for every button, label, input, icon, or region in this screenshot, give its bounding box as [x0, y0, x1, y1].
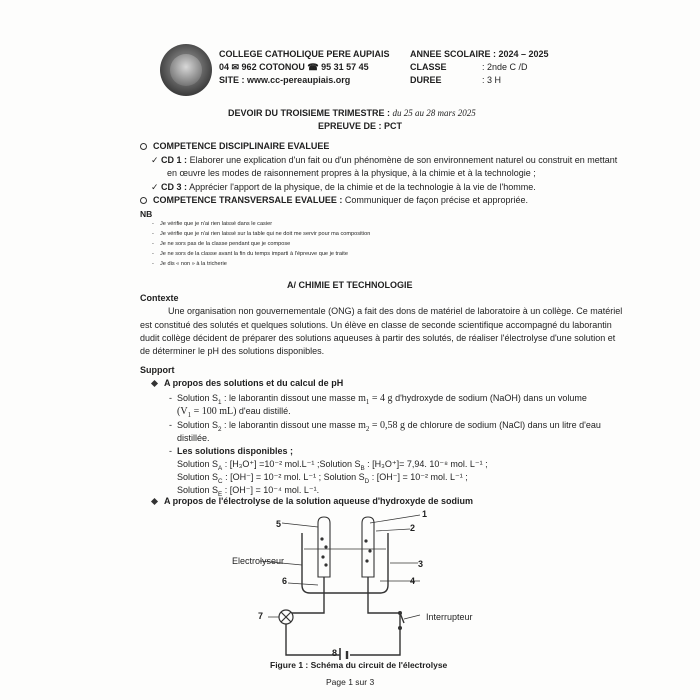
nb-item: - Je vérifie que je n'ai rien laissé dans le casier	[152, 221, 273, 227]
solution-s2-line: - Solution $S_2$ : le laborantin dissout une masse $m_2 = 0,58$ g de chlorure de sodium (NaCl) dans un litre d'eau	[169, 420, 601, 433]
label-7: 7	[258, 611, 264, 621]
contexte-line: dudit collège décident de préparer des solutions aqueuses à partir des solutés, de réaliser l'électrolyse d'une solution et	[140, 333, 616, 343]
school-logo	[160, 44, 212, 96]
nb-item: - Je vérifie que je n'ai rien laissé sur la table qui ne doit me servir pour ma composition	[152, 231, 371, 237]
duration-label: DUREE	[410, 75, 442, 85]
support-heading-solutions: A propos des solutions et du calcul de pH	[152, 378, 343, 388]
contexte-line: Une organisation non gouvernementale (ONG) a fait des dons de matériel de laboratoire à un collège. Ce matériel	[168, 306, 623, 316]
label-2: 2	[410, 523, 416, 533]
support-label: Support	[140, 365, 175, 375]
cd1-line-2: en œuvre les modes de raisonnement propres à la physique, à la chimie et à la technologie ;	[167, 168, 536, 178]
competence-transversale: COMPETENCE TRANSVERSALE EVALUEE : Communiquer de façon précise et appropriée.	[140, 195, 528, 205]
label-4: 4	[410, 576, 416, 586]
electrolysis-diagram	[220, 505, 450, 660]
contexte-label: Contexte	[140, 293, 179, 303]
label-8: 8	[332, 648, 338, 658]
class-value: : 2nde C /D	[482, 62, 528, 72]
devoir-title: DEVOIR DU TROISIEME TRIMESTRE : du 25 au 28 mars 2025	[228, 108, 476, 118]
solutions-line-3: Solution $S_E$ : [OH⁻] = 10⁻⁴ mol. L⁻¹.	[177, 485, 320, 498]
label-electrolyseur: Electrolyseur	[232, 556, 285, 566]
nb-label: NB	[140, 209, 153, 219]
solution-s1-line: - Solution $S_1$ : le laborantin dissout une masse $m_1 = 4$ g d'hydroxyde de sodium (NaOH) dans un volume	[169, 393, 587, 406]
solutions-disponibles: - Les solutions disponibles ;	[169, 446, 294, 456]
contexte-line: de déterminer le pH des solutions disponibles.	[140, 346, 325, 356]
solutions-line-1: Solution $S_A$ : [H₃O⁺] =10⁻² mol.L⁻¹ ;Solution $S_B$ : [H₃O⁺]= 7,94. 10⁻⁸ mol. L⁻¹ ;	[177, 459, 488, 472]
label-interrupteur: Interrupteur	[426, 612, 473, 622]
solution-s1-line-2: ($V_1 = 100$ mL) d'eau distillé.	[177, 406, 291, 419]
label-3: 3	[418, 559, 424, 569]
label-1: 1	[422, 509, 428, 519]
competence-disciplinaire-title: COMPETENCE DISCIPLINAIRE EVALUEE	[140, 141, 329, 151]
school-contact: 04 ✉ 962 COTONOU ☎ 95 31 57 45	[219, 62, 369, 72]
school-site: SITE : www.cc-pereaupiais.org	[219, 75, 351, 85]
label-6: 6	[282, 576, 288, 586]
label-5: 5	[276, 519, 282, 529]
duration-value: : 3 H	[482, 75, 502, 85]
cd3-line: ✓ CD 3 : Apprécier l'apport de la physique, de la chimie et de la technologie à la vie de l'homme.	[151, 182, 536, 192]
page-number: Page 1 sur 3	[326, 677, 375, 687]
school-year: ANNEE SCOLAIRE : 2024 – 2025	[410, 49, 549, 59]
contexte-line: est constitué des solutés et quelques solutions. Un élève en classe de seconde scientifique accompagné du laborantin	[140, 320, 612, 330]
nb-item: - Je ne sors de la classe avant la fin du temps imparti à l'épreuve que je traite	[152, 251, 348, 257]
nb-item: - Je ne sors pas de la classe pendant que je compose	[152, 241, 291, 247]
solutions-line-2: Solution $S_C$ : [OH⁻] = 10⁻² mol. L⁻¹ ; Solution $S_D$ : [OH⁻] = 10⁻² mol. L⁻¹ ;	[177, 472, 468, 485]
support-heading-electrolyse: A propos de l'électrolyse de la solution aqueuse d'hydroxyde de sodium	[152, 496, 473, 506]
nb-item: - Je dis « non » à la tricherie	[152, 261, 227, 267]
solution-s2-line-2: distillée.	[177, 433, 210, 443]
cd1-line: ✓ CD 1 : Elaborer une explication d'un fait ou d'un phénomène de son environnement naturel ou construit en mettant	[151, 155, 618, 165]
school-name: COLLEGE CATHOLIQUE PERE AUPIAIS	[219, 49, 390, 59]
epreuve-title: EPREUVE DE : PCT	[318, 121, 403, 131]
section-a-title: A/ CHIMIE ET TECHNOLOGIE	[287, 280, 413, 290]
class-label: CLASSE	[410, 62, 447, 72]
figure-caption: Figure 1 : Schéma du circuit de l'électrolyse	[270, 660, 448, 670]
